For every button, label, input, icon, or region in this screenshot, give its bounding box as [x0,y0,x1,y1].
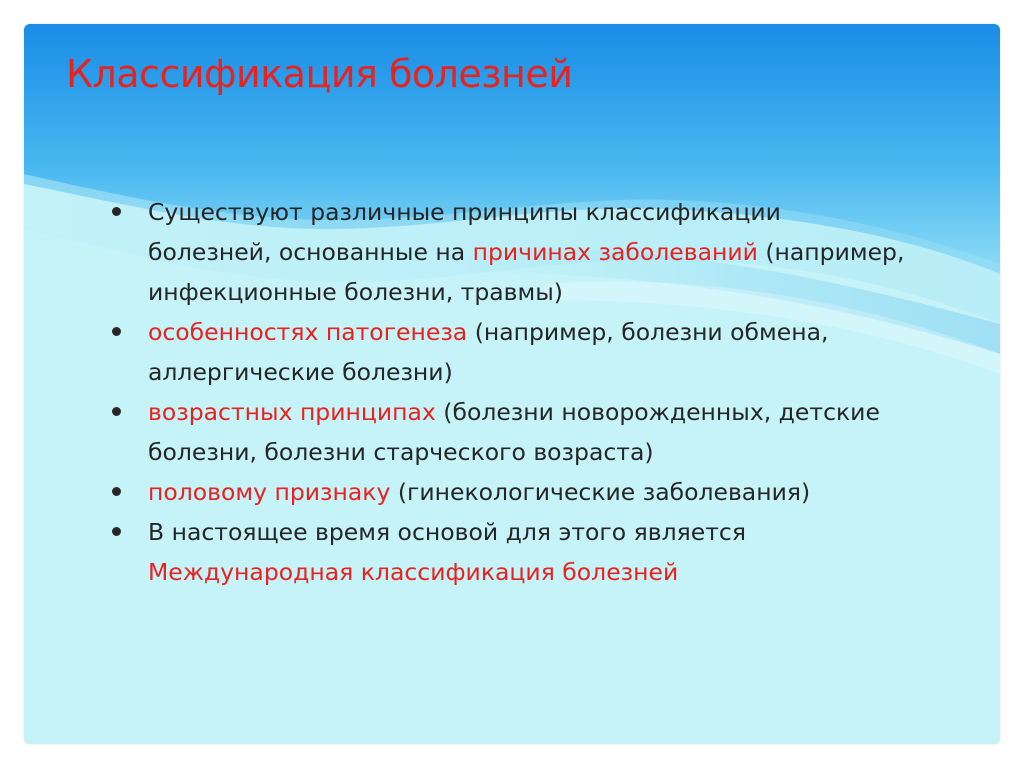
list-item [108,512,908,592]
bullet-highlight: половому признаку [148,478,391,506]
bullet-text: (например, болезни обмена, аллергические болезни) [148,318,829,386]
bullet-highlight: причинах заболеваний [472,238,758,266]
bullet-highlight: Международная классификация болезней [148,558,679,586]
list-item [108,192,908,312]
bullet-text: В настоящее время основой для этого является [148,518,746,546]
slide-title: Классификация болезней [66,52,573,96]
bullet-text: Существуют различные принципы классификации болезней, основанные на [148,198,781,266]
list-item [108,392,908,472]
bullet-dot-icon [112,407,121,416]
bullet-text: (гинекологические заболевания) [390,478,811,506]
bullet-highlight: возрастных принципах [148,398,436,426]
bullet-list [108,192,908,592]
list-item [108,472,908,512]
bullet-dot-icon [112,487,121,496]
bullet-dot-icon [112,327,121,336]
bullet-dot-icon [112,527,121,536]
bullet-text: (болезни новорожденных, детские болезни, болезни старческого возраста) [148,398,880,466]
bullet-highlight: особенностях патогенеза [148,318,468,346]
list-item [108,312,908,392]
bullet-text: (например, инфекционные болезни, травмы) [148,238,905,306]
bullet-dot-icon [112,207,121,216]
slide [24,24,1000,744]
